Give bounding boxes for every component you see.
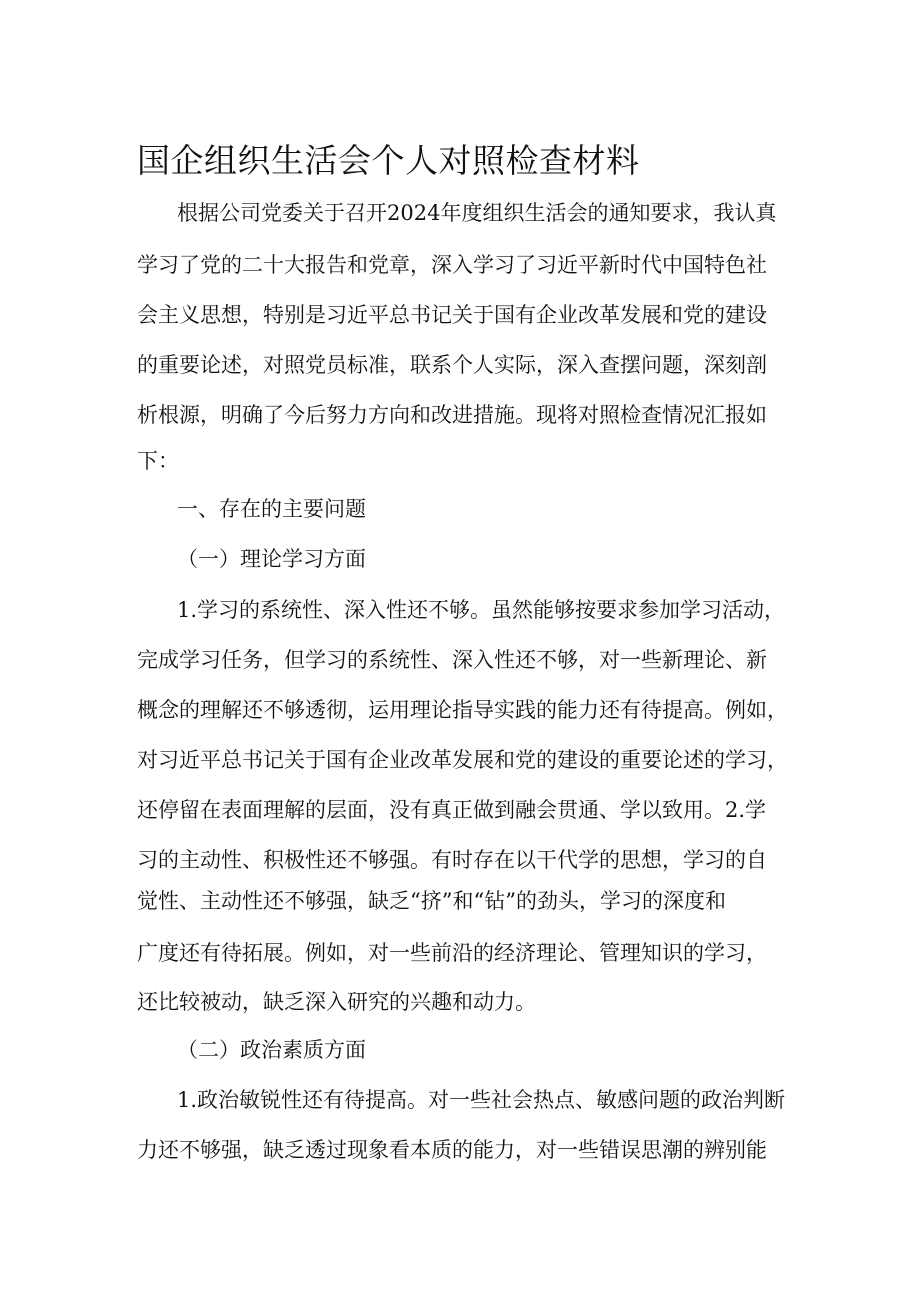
paragraph-line: 习的主动性、积极性还不够强。有时存在以干代学的思想，学习的自 — [137, 848, 767, 872]
subsection-heading: （一）理论学习方面 — [177, 547, 366, 571]
paragraph-line: 力还不够强，缺乏透过现象看本质的能力，对一些错误思潮的辨别能 — [137, 1138, 767, 1162]
paragraph-line: 学习了党的二十大报告和党章，深入学习了习近平新时代中国特色社 — [137, 253, 767, 277]
paragraph-line: 完成学习任务，但学习的系统性、深入性还不够，对一些新理论、新 — [137, 648, 767, 672]
paragraph-line: 对习近平总书记关于国有企业改革发展和党的建设的重要论述的学习， — [137, 748, 788, 772]
section-heading: 一、存在的主要问题 — [177, 497, 366, 521]
paragraph-line: 还停留在表面理解的层面，没有真正做到融会贯通、学以致用。2.学 — [137, 798, 767, 822]
paragraph-line: 会主义思想，特别是习近平总书记关于国有企业改革发展和党的建设 — [137, 303, 767, 327]
paragraph-line: 概念的理解还不够透彻，运用理论指导实践的能力还有待提高。例如， — [137, 698, 788, 722]
paragraph-line: 下： — [137, 449, 179, 473]
paragraph-line: 1.政治敏锐性还有待提高。对一些社会热点、敏感问题的政治判断 — [177, 1088, 786, 1112]
paragraph-line: 觉性、主动性还不够强，缺乏“挤”和“钻”的劲头，学习的深度和 — [137, 889, 726, 913]
document-title: 国企组织生活会个人对照检查材料 — [137, 141, 640, 180]
paragraph-line: 析根源，明确了今后努力方向和改进措施。现将对照检查情况汇报如 — [137, 403, 767, 427]
paragraph-line: 的重要论述，对照党员标准，联系个人实际，深入查摆问题，深刻剖 — [137, 353, 767, 377]
paragraph-line: 根据公司党委关于召开2024年度组织生活会的通知要求，我认真 — [177, 201, 777, 225]
paragraph-line: 1.学习的系统性、深入性还不够。虽然能够按要求参加学习活动， — [177, 598, 786, 622]
paragraph-line: 还比较被动，缺乏深入研究的兴趣和动力。 — [137, 990, 536, 1014]
subsection-heading: （二）政治素质方面 — [177, 1038, 366, 1062]
paragraph-line: 广度还有待拓展。例如，对一些前沿的经济理论、管理知识的学习， — [137, 941, 767, 965]
